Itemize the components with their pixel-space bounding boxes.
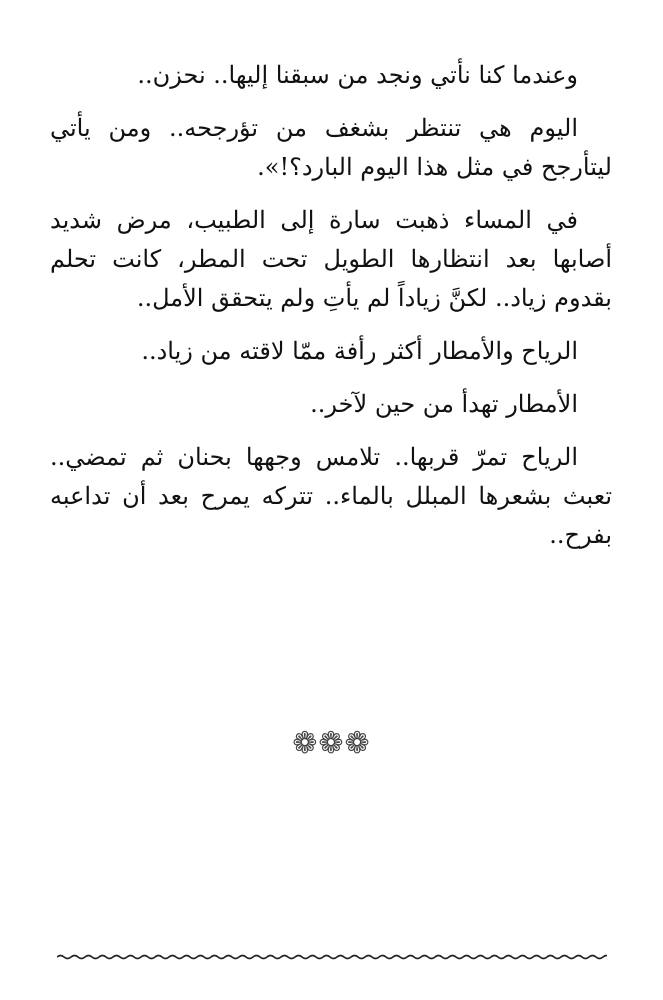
section-divider-ornament: ❁❁❁ xyxy=(292,726,371,761)
paragraph-2: اليوم هي تنتظر بشغف من تؤرجحه.. ومن يأتي ليتأرجح في مثل هذا اليوم البارد؟!». xyxy=(50,114,612,181)
paragraph-6: الرياح تمرّ قربها.. تلامس وجهها بحنان ثم تمضي.. تعبث بشعرها المبلل بالماء.. تتركه يمرح بعد أن تداعبه بفرح.. xyxy=(50,443,612,549)
paragraph-3: في المساء ذهبت سارة إلى الطبيب، مرض شديد أصابها بعد انتظارها الطويل تحت المطر، كانت تحلم بقدوم زياد.. لكنَّ زياداً لم يأتِ ولم يتحقق الأمل.. xyxy=(50,206,612,312)
paragraph-1: وعندما كنا نأتي ونجد من سبقنا إليها.. نحزن.. xyxy=(137,61,578,89)
page-footer-wave-line xyxy=(57,950,607,964)
paragraph-5: الأمطار تهدأ من حين لآخر.. xyxy=(310,390,578,418)
body-text xyxy=(50,56,612,569)
paragraph-4: الرياح والأمطار أكثر رأفة ممّا لاقته من زياد.. xyxy=(141,337,578,365)
